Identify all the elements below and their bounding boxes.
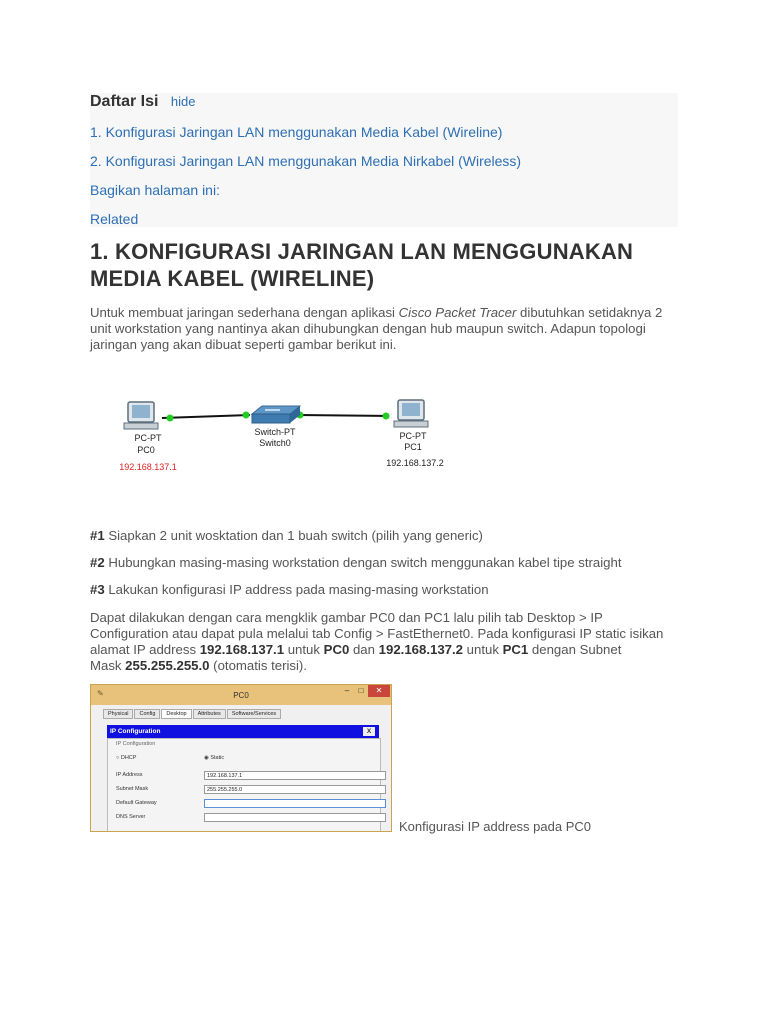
intro-line-2: unit workstation yang nantinya akan dihubungkan dengan hub maupun switch. Adapun topologi xyxy=(90,321,646,336)
config-paragraph xyxy=(90,610,663,674)
config-line-1: Dapat dilakukan dengan cara mengklik gambar PC0 dan PC1 lalu pilih tab Desktop > IP xyxy=(90,610,603,625)
intro-line-3: jaringan yang akan dibuat seperti gambar berikut ini. xyxy=(90,337,397,352)
pc1-type: PC-PT xyxy=(399,431,427,441)
pc0-type: PC-PT xyxy=(134,433,162,443)
link-led-pc0 xyxy=(167,415,174,422)
config-text: Mask xyxy=(90,658,126,673)
ip-pc0: 192.168.137.1 xyxy=(199,642,285,657)
ip-config-title: IP Configuration xyxy=(110,728,161,735)
toc-hide-link[interactable]: hide xyxy=(170,94,196,109)
dhcp-label: DHCP xyxy=(120,755,137,761)
toc-item-related[interactable]: Related xyxy=(90,211,139,227)
minimize-icon: – xyxy=(344,686,350,695)
window-tabs xyxy=(103,709,282,720)
step-1 xyxy=(90,528,483,544)
ip-pc1: 192.168.137.2 xyxy=(378,642,463,657)
toc-item-wireless[interactable]: 2. Konfigurasi Jaringan LAN menggunakan Media Nirkabel (Wireless) xyxy=(90,153,522,169)
tab-config: Config xyxy=(134,709,160,719)
step-3-num: #3 xyxy=(90,582,105,597)
ip-address-label: IP Address xyxy=(116,772,143,778)
heading-line-1: 1. KONFIGURASI JARINGAN LAN MENGGUNAKAN xyxy=(90,239,634,264)
dhcp-radio: ○ DHCP xyxy=(116,755,137,761)
link-led-switch-left xyxy=(243,412,250,419)
tab-attributes: Attributes xyxy=(193,709,226,719)
default-gateway-label: Default Gateway xyxy=(116,800,157,806)
default-gateway-field xyxy=(204,799,386,808)
static-radio: ◉ Static xyxy=(204,755,225,761)
link-pc0-switch xyxy=(162,415,250,418)
tab-desktop: Desktop xyxy=(161,709,191,719)
heading-line-2: MEDIA KABEL (WIRELINE) xyxy=(90,266,375,291)
config-text: dengan Subnet xyxy=(528,642,622,657)
dns-server-field xyxy=(204,813,386,822)
intro-text: Untuk membuat jaringan sederhana dengan aplikasi xyxy=(90,305,399,320)
config-line-2: Configuration atau dapat pula melalui tab Config > FastEthernet0. Pada konfigurasi IP static isikan xyxy=(90,626,664,641)
config-text: untuk xyxy=(284,642,324,657)
pc1-ip: 192.168.137.2 xyxy=(386,458,444,468)
ip-config-form xyxy=(107,738,381,832)
subnet-mask-label: Subnet Mask xyxy=(116,786,149,792)
window-titlebar xyxy=(91,685,391,705)
switch-type: Switch-PT xyxy=(254,427,296,437)
config-text: dan xyxy=(349,642,379,657)
group-title: IP Configuration xyxy=(116,741,156,747)
config-text: alamat IP address xyxy=(90,642,200,657)
topology-svg xyxy=(100,390,480,480)
intro-app-name: Cisco Packet Tracer xyxy=(398,305,517,320)
pc0-name: PC0 xyxy=(137,445,155,455)
toc-item-wireline[interactable]: 1. Konfigurasi Jaringan LAN menggunakan Media Kabel (Wireline) xyxy=(90,124,503,140)
switch-icon xyxy=(252,406,300,423)
pc1-icon xyxy=(394,400,428,427)
switch-name: Switch0 xyxy=(259,438,291,448)
step-3 xyxy=(90,582,489,598)
pc1-name: PC1 xyxy=(404,442,422,452)
link-switch-pc1 xyxy=(298,415,388,416)
step-1-num: #1 xyxy=(90,528,105,543)
screenshot-caption: Konfigurasi IP address pada PC0 xyxy=(399,819,591,834)
tab-physical: Physical xyxy=(103,709,133,719)
tab-software: Software/Services xyxy=(227,709,281,719)
step-1-text: Siapkan 2 unit wosktation dan 1 buah switch (pilih yang generic) xyxy=(104,528,483,543)
close-icon: ✕ xyxy=(368,685,390,697)
section-heading xyxy=(90,238,690,292)
maximize-icon: □ xyxy=(358,686,364,695)
subnet-mask: 255.255.255.0 xyxy=(125,658,210,673)
step-2 xyxy=(90,555,621,571)
step-2-num: #2 xyxy=(90,555,105,570)
table-of-contents xyxy=(90,93,678,227)
pc0-label: PC0 xyxy=(323,642,350,657)
ip-address-field: 192.168.137.1 xyxy=(204,771,386,780)
pc0-config-screenshot xyxy=(90,684,392,832)
subnet-mask-field: 255.255.255.0 xyxy=(204,785,386,794)
toc-item-share[interactable]: Bagikan halaman ini: xyxy=(90,182,220,198)
config-text: (otomatis terisi). xyxy=(209,658,307,673)
dns-server-label: DNS Server xyxy=(116,814,146,820)
app-icon: ✎ xyxy=(97,689,104,698)
static-label: Static xyxy=(210,755,225,761)
network-topology-diagram xyxy=(100,390,480,480)
link-led-pc1 xyxy=(383,413,390,420)
window-title: PC0 xyxy=(233,691,249,700)
pc1-label: PC1 xyxy=(502,642,529,657)
pc0-ip: 192.168.137.1 xyxy=(119,462,177,472)
intro-text-cont: dibutuhkan setidaknya 2 xyxy=(516,305,663,320)
ip-config-close-icon: X xyxy=(363,727,375,736)
toc-title: Daftar Isi xyxy=(90,93,159,110)
step-2-text: Hubungkan masing-masing workstation dengan switch menggunakan kabel tipe straight xyxy=(104,555,622,570)
pc0-icon xyxy=(124,402,158,429)
intro-paragraph xyxy=(90,305,662,353)
toc-header xyxy=(90,93,196,111)
step-3-text: Lakukan konfigurasi IP address pada masing-masing workstation xyxy=(104,582,489,597)
ip-config-titlebar xyxy=(107,725,379,738)
config-text: untuk xyxy=(463,642,503,657)
